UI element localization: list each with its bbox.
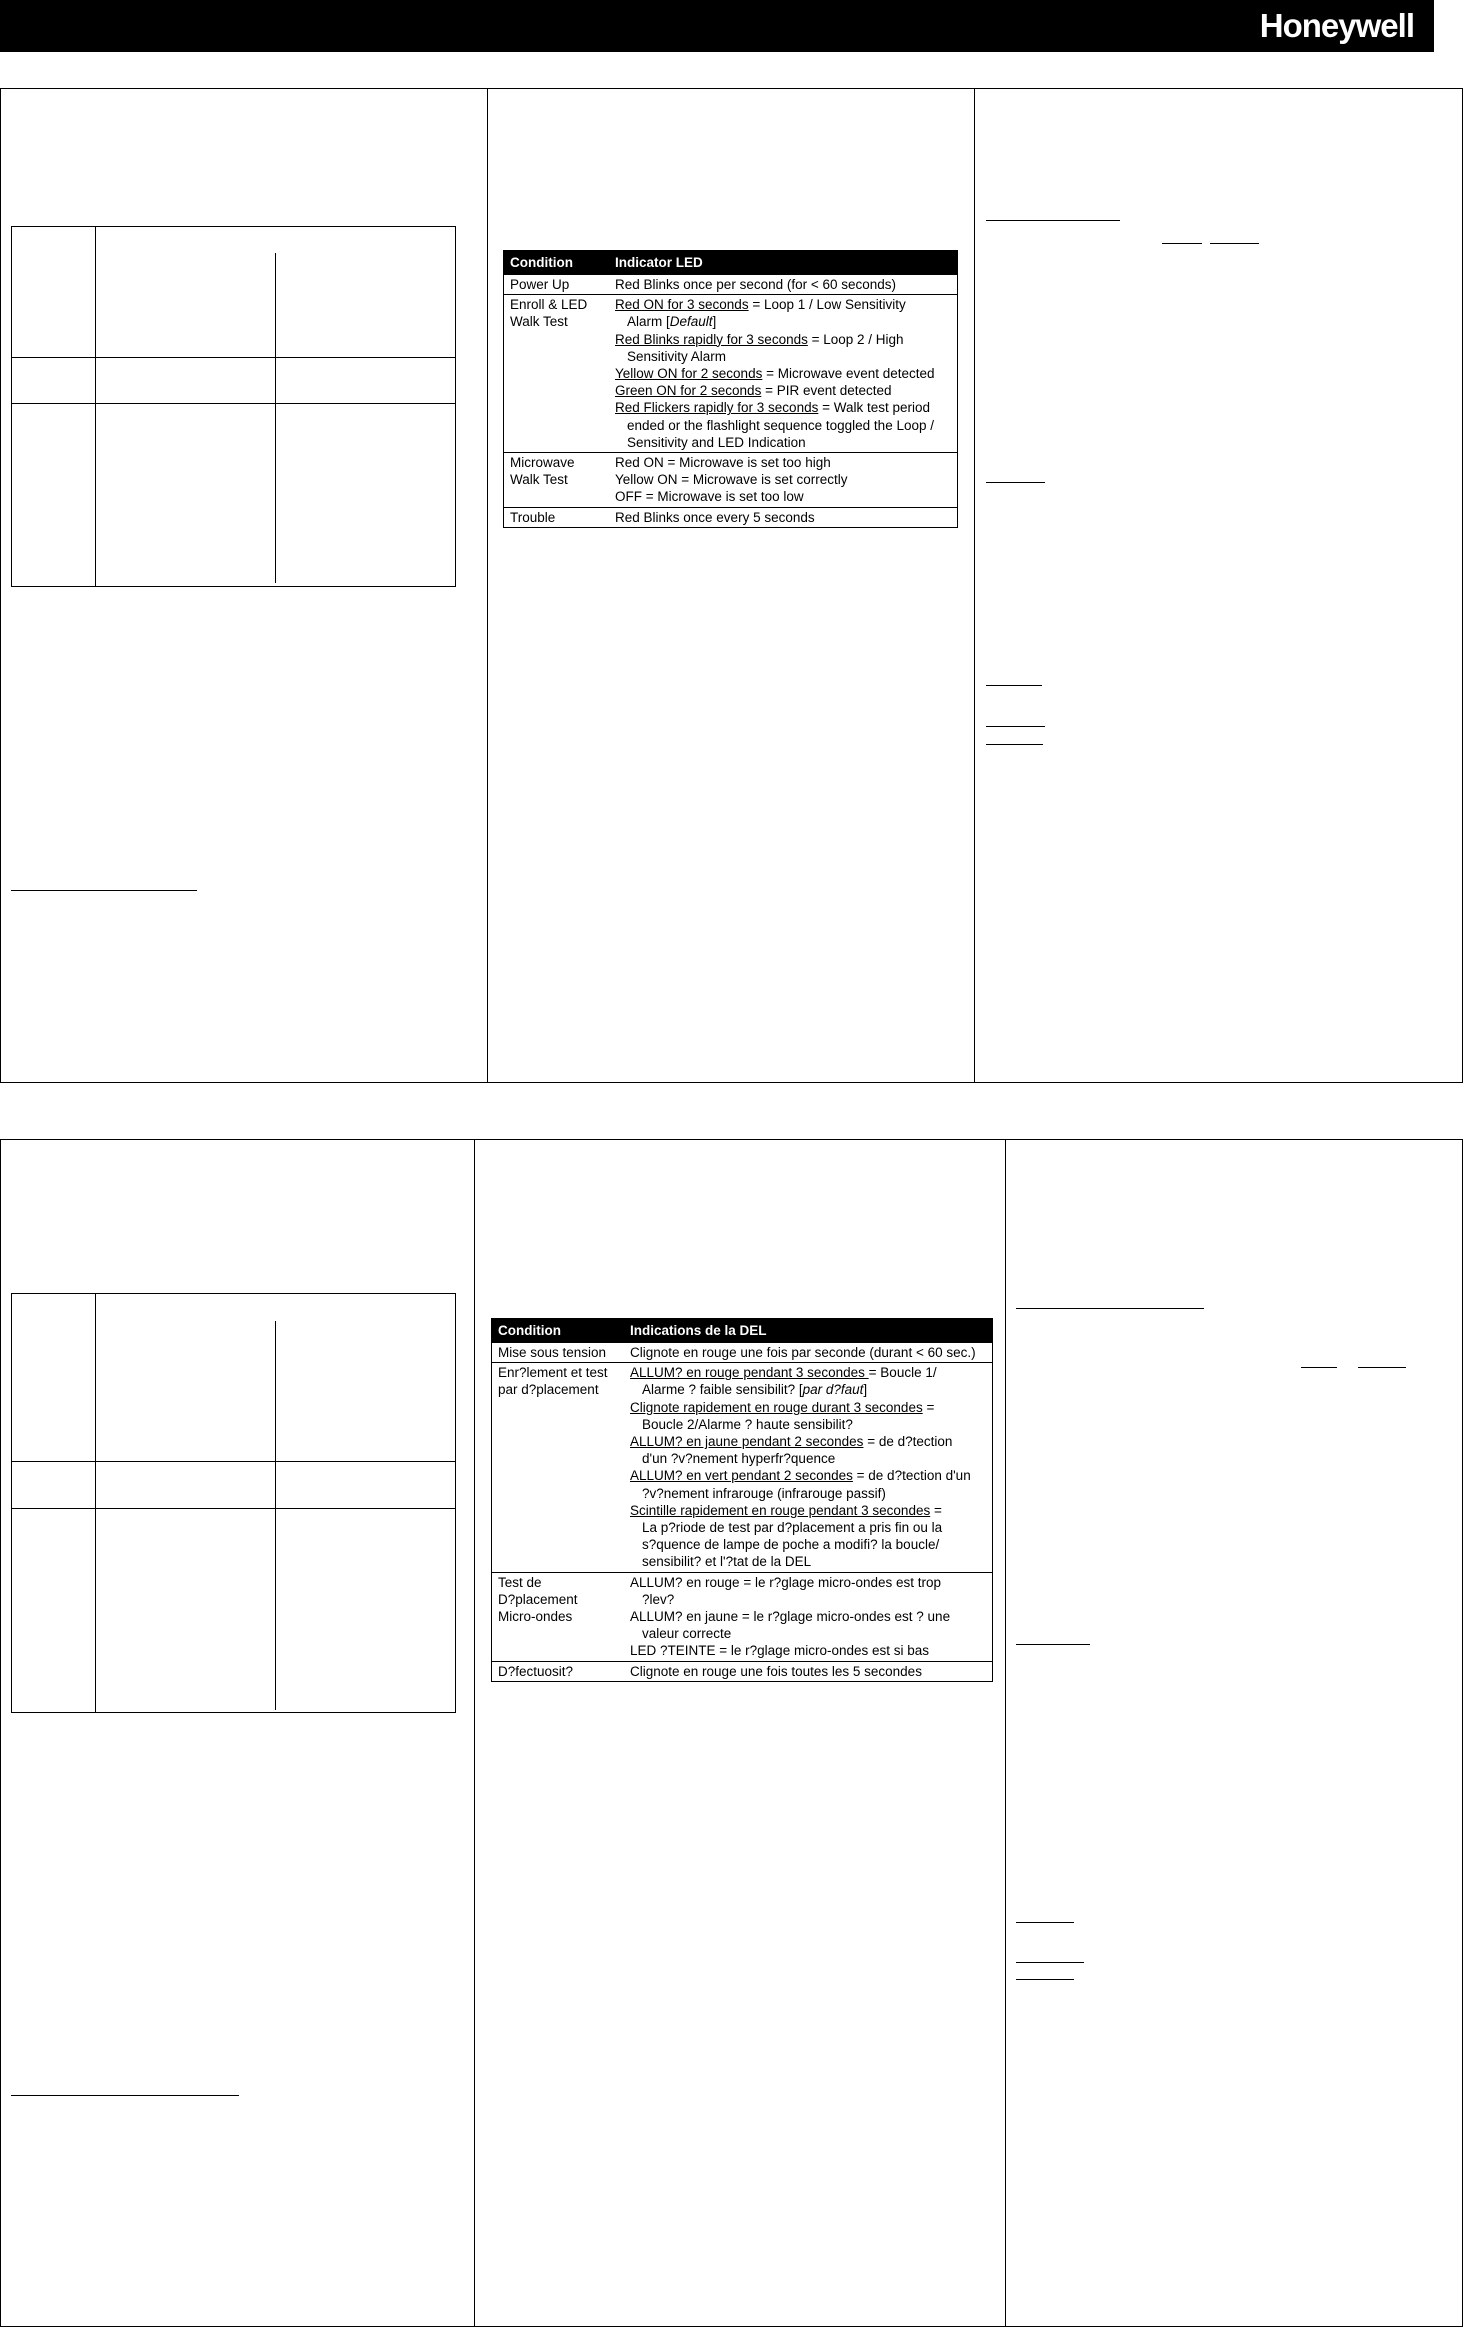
indicator-text: Green ON for 2 seconds [615,383,762,399]
condition-text: par d?placement [498,1382,599,1398]
indicator-text: s?quence de lampe de poche a modifi? la boucle/ [642,1537,940,1553]
indicator-line [630,1381,992,1398]
header-condition: Condition [510,254,573,270]
condition-cell [504,509,615,526]
indicator-text: = Loop 2 / High [807,331,904,347]
indicator-cell [630,1344,992,1361]
led-indicator-table [503,250,958,528]
indicator-line [630,1642,992,1659]
condition-text: Power Up [510,277,570,292]
indicator-cell [615,454,957,506]
indicator-cell [630,1663,992,1680]
condition-cell [504,296,615,451]
table-row [492,1342,992,1362]
indicator-line [630,1591,992,1608]
indicator-text: Clignote en rouge une fois par seconde (durant < 60 sec.) [630,1345,976,1360]
indicator-line [630,1416,992,1433]
indicator-text: Red ON = Microwave is set too high [615,455,831,471]
indicator-text: OFF = Microwave is set too low [615,489,804,505]
indicator-text: Default [669,314,713,330]
table-row [492,1362,992,1571]
table-row [504,274,957,294]
indicator-text: Alarme ? faible sensibilit? [ [642,1382,803,1398]
condition-text: Walk Test [510,314,568,330]
indicator-text: Red Flickers rapidly for 3 seconds [615,400,819,416]
condition-cell [504,454,615,506]
indicator-text: Yellow ON = Microwave is set correctly [615,472,848,488]
indicator-text: valeur correcte [642,1626,732,1642]
rule-line [986,726,1045,727]
indicator-text: Boucle 2/Alarme ? haute sensibilit? [642,1416,853,1432]
indicator-text: ended or the flashlight sequence toggled the Loop / [627,417,934,433]
condition-cell [504,276,615,293]
indicator-line [630,1344,992,1361]
indicator-line [630,1663,992,1680]
condition-text: Microwave [510,455,575,471]
table-row [504,294,957,452]
indicator-cell [615,296,957,451]
indicator-text: Red Blinks once per second (for < 60 seconds) [615,277,897,292]
indicator-text: par d?faut [802,1382,864,1398]
indicator-line [615,276,957,293]
indicator-line [630,1467,992,1484]
indicator-text: ] [712,314,717,330]
condition-text: Enroll & LED [510,297,588,313]
indicator-line [615,509,957,526]
column-divider-2 [974,88,975,1083]
indicator-text: ?lev? [642,1591,675,1607]
table-row [492,1572,992,1661]
table-row [504,452,957,507]
left-grid-table [11,1293,456,1713]
indicator-text: ALLUM? en rouge = le r?glage micro-ondes est trop [630,1574,942,1590]
table-row [504,507,957,527]
condition-cell [492,1344,630,1361]
rule-line [1358,1367,1406,1368]
indicator-line [630,1625,992,1642]
rule-line [1016,1922,1074,1923]
condition-text: Enr?lement et test [498,1365,608,1381]
rule-line [1016,1644,1090,1645]
indicator-text: La p?riode de test par d?placement a pris fin ou la [642,1520,943,1536]
indicator-text: = Microwave event detected [762,366,935,382]
indicator-cell [630,1574,992,1660]
indicator-line [630,1553,992,1570]
rule-line [1016,1308,1204,1309]
header-condition: Condition [498,1322,561,1338]
indicator-line [615,348,957,365]
indicator-line [615,488,957,505]
indicator-line [630,1536,992,1553]
indicator-line [615,399,957,416]
indicator-text: ALLUM? en jaune pendant 2 secondes [630,1434,864,1450]
condition-text: Trouble [510,509,556,525]
indicator-line [615,471,957,488]
condition-text: Mise sous tension [498,1345,607,1360]
table-header [492,1319,992,1342]
rule-line [986,482,1045,483]
indicator-line [630,1608,992,1625]
rule-line [1210,243,1259,244]
indicator-line [615,382,957,399]
condition-text: D?placement [498,1591,578,1607]
indicator-line [615,331,957,348]
indicator-text: Sensitivity and LED Indication [627,434,806,450]
indicator-line [630,1450,992,1467]
indicator-text: = de d?tection d'un [852,1468,971,1484]
indicator-text: = Walk test period [818,400,931,416]
rule-line [1162,243,1202,244]
indicator-text: d'un ?v?nement hyperfr?quence [642,1451,836,1467]
indicator-line [615,313,957,330]
indicator-text: Scintille rapidement en rouge pendant 3 secondes [630,1502,931,1518]
indicator-text: Yellow ON for 2 seconds [615,366,763,382]
indicator-text: LED ?TEINTE = le r?glage micro-ondes est si bas [630,1643,930,1659]
condition-text: D?fectuosit? [498,1663,574,1679]
header-indicator: Indications de la DEL [630,1322,767,1338]
indicator-line [630,1502,992,1519]
condition-cell [492,1364,630,1570]
indicator-text: Red ON for 3 seconds [615,297,749,313]
column-divider-2 [1005,1139,1006,2327]
indicator-line [615,365,957,382]
indicator-text: ] [863,1382,868,1398]
indicator-text: ALLUM? en vert pendant 2 secondes [630,1468,853,1484]
indicator-line [630,1519,992,1536]
indicator-text: ?v?nement infrarouge (infrarouge passif) [642,1485,886,1501]
left-grid-table [11,226,456,587]
indicator-text: = Loop 1 / Low Sensitivity [748,297,906,313]
condition-cell [492,1663,630,1680]
brand-logo: Honeywell [1259,7,1414,44]
indicator-text: sensibilit? et l'?tat de la DEL [642,1554,812,1570]
indicator-text: = Boucle 1/ [868,1365,937,1381]
indicator-line [630,1364,992,1381]
indicator-cell [615,509,957,526]
rule-line [1016,1979,1074,1980]
indicator-text: Red Blinks once every 5 seconds [615,509,815,525]
indicator-line [615,296,957,313]
indicator-text: = de d?tection [863,1434,953,1450]
header-bar [0,0,1434,52]
rule-line [1301,1367,1337,1368]
rule-line [986,744,1043,745]
rule-line [986,220,1120,221]
indicator-text: Sensitivity Alarm [627,348,727,364]
condition-text: Micro-ondes [498,1609,573,1625]
indicator-line [615,434,957,451]
indicator-line [615,454,957,471]
indicator-text: Red Blinks rapidly for 3 seconds [615,331,808,347]
indicator-text: = PIR event detected [761,383,892,399]
rule-line [11,2095,239,2096]
indicator-line [630,1574,992,1591]
indicator-text: ALLUM? en jaune = le r?glage micro-ondes est ? une [630,1609,951,1625]
indicator-cell [630,1364,992,1570]
indicator-line [630,1399,992,1416]
indicator-text: Alarm [ [627,314,670,330]
indicator-text: ALLUM? en rouge pendant 3 secondes [630,1365,869,1381]
indicator-line [615,417,957,434]
condition-cell [492,1574,630,1660]
led-indicator-table-fr [491,1318,993,1682]
indicator-cell [615,276,957,293]
rule-line [11,890,197,891]
condition-text: Test de [498,1574,542,1590]
indicator-text: = [930,1502,942,1518]
indicator-text: Clignote rapidement en rouge durant 3 secondes [630,1399,923,1415]
table-row [492,1661,992,1681]
rule-line [1016,1962,1084,1963]
indicator-line [630,1433,992,1450]
column-divider-1 [474,1139,475,2327]
column-divider-1 [487,88,488,1083]
rule-line [986,685,1042,686]
indicator-line [630,1485,992,1502]
table-header [504,251,957,274]
indicator-text: = [922,1399,935,1415]
indicator-text: Clignote en rouge une fois toutes les 5 secondes [630,1663,922,1679]
condition-text: Walk Test [510,472,568,488]
header-indicator: Indicator LED [615,254,703,270]
